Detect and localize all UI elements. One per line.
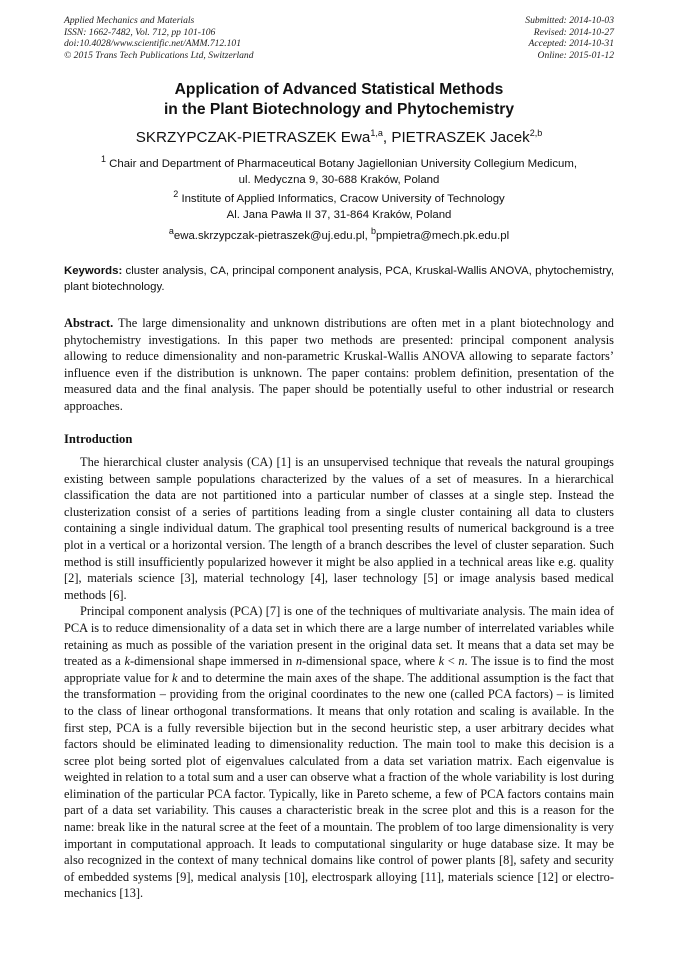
paper-title xyxy=(0,80,678,120)
journal-name: Applied Mechanics and Materials xyxy=(64,15,195,26)
revised-date: Revised: 2014-10-27 xyxy=(533,26,614,38)
author-list xyxy=(0,128,678,147)
author-emails xyxy=(0,228,678,244)
introduction-body xyxy=(64,454,614,902)
affiliation-1-superscript: 1 xyxy=(100,154,106,165)
author-separator: , xyxy=(382,129,392,146)
author-1-name: SKRZYPCZAK-PIETRASZEK Ewa xyxy=(135,129,371,146)
intro-p2-text-c: -dimensional space, where xyxy=(302,654,439,669)
intro-p2-var-k: k xyxy=(124,654,130,669)
abstract-block xyxy=(64,315,614,415)
abstract-label: Abstract. xyxy=(64,316,114,330)
title-line-2: in the Plant Biotechnology and Phytochemistry xyxy=(163,101,515,118)
affiliation-2-superscript: 2 xyxy=(173,189,179,200)
email-a[interactable]: ewa.skrzypczak-pietraszek@uj.edu.pl, xyxy=(173,230,368,242)
affiliation-2-line-2: Al. Jana Pawła II 37, 31-864 Kraków, Poland xyxy=(226,209,452,221)
affiliation-1-line-1: Chair and Department of Pharmaceutical Botany Jagiellonian University Collegium Medicum, xyxy=(109,158,578,170)
abstract-text: The large dimensionality and unknown distributions are often met in a plant biotechnology and phytochemistry investigations. In this paper two methods are presented: principal component analysis allowing to reduce dimensionality and non-parametric Kruskal-Wallis ANOVA allowing to separate factors’ influence even if the distribution is unknown. The paper contains: problem definition, presentation of the measured data and the final analysis. The paper should be potentially useful to other industrial or research approaches. xyxy=(64,316,615,413)
email-a-superscript: a xyxy=(168,226,174,237)
submitted-date: Submitted: 2014-10-03 xyxy=(525,15,614,26)
keywords-block xyxy=(64,263,614,295)
author-2-name: PIETRASZEK Jacek xyxy=(391,129,530,146)
email-b[interactable]: pmpietra@mech.pk.edu.pl xyxy=(375,230,510,242)
doi-line[interactable]: doi:10.4028/www.scientific.net/AMM.712.101 xyxy=(64,38,242,49)
intro-paragraph-1: The hierarchical cluster analysis (CA) [1] is an unsupervised technique that reveals the natural groupings existing between sample populations characterized by the values of a set of measures. In a hierarchical classification the data are not partitioned into a particular number of classes at a single step. Instead the clusterization consist of a series of partitions leading from a single cluster containing all data to clusters containing a single individual datum. The graphical tool presenting results of numerical background is a tree plot in a vertical or a horizontal version. The length of a branch describes the level of cluster separation. Such method is still insufficiently popularized however it might be also applied in a technical areas like e.g. quality [2], materials science [3], material technology [4], laser technology [5] or image analysis based medical methods [6]. xyxy=(64,455,614,602)
copyright-line: © 2015 Trans Tech Publications Ltd, Switzerland xyxy=(64,49,254,61)
online-date: Online: 2015-01-12 xyxy=(537,49,614,61)
intro-p2-var-k: k xyxy=(172,670,178,685)
email-b-superscript: b xyxy=(370,226,376,237)
accepted-date: Accepted: 2014-10-31 xyxy=(528,38,614,49)
intro-p2-var-n: n xyxy=(295,654,303,669)
title-line-1: Application of Advanced Statistical Methods xyxy=(174,81,504,98)
affiliation-2 xyxy=(0,191,678,223)
intro-p2-text-b: -dimensional shape immersed in xyxy=(129,654,296,669)
intro-p2-text-d: . The issue is to find the most appropriate value for xyxy=(64,654,615,685)
affiliation-2-line-1: Institute of Applied Informatics, Cracow University of Technology xyxy=(181,193,505,205)
keywords-label: Keywords: xyxy=(64,265,123,277)
intro-p2-text-a: Principal component analysis (PCA) [7] is one of the techniques of multivariate analysis. The main idea of PCA is to reduce dimensionality of a data set in which there are a large number of interrelated variables while retaining as much as possible of the variation present in the original data set. It means that a data set may be treated as a xyxy=(64,604,614,669)
keywords-text: cluster analysis, CA, principal component analysis, PCA, Kruskal-Wallis ANOVA, phytochemistry, plant biotechnology. xyxy=(64,265,614,293)
intro-p2-var-k: k xyxy=(438,654,445,669)
introduction-heading: Introduction xyxy=(64,432,133,446)
intro-p2-less-than: < xyxy=(444,654,459,669)
dates-info xyxy=(525,15,614,61)
affiliation-1-line-2: ul. Medyczna 9, 30-688 Kraków, Poland xyxy=(238,174,440,186)
intro-p2-text-e: and to determine the main axes of the shape. The additional assumption is the fact that the transformation – providing from the original coordinates to the new one (called PCA factors) – is limited to the class of linear orthogonal transformations. It means that only rotation and scaling is available. In the first step, PCA is a fully reversible bijection but in the second heuristic step, a user arbitrary decides what factors should be eliminated leading to dimensionality reduction. The main tool to make this decision is a scree plot being sorted plot of eigenvalues calculated from a data set variation matrix. Each eigenvalue is weighted in relation to a total sum and a user can observe what a fraction of the whole variability is lost during elimination of the particular PCA factor. Typically, like in Pareto scheme, a few of PCA factors contains main part of a data set variability. This causes a characteristic break in the scree plot and this is a reason for the name: break like in the natural scree at the feet of a mountain. The problem of too large dimensionality is very important in computational approach. It leads to computational singularity or huge database size. It may be also recognized in the context of many technical domains like control of power plants [8], safety and security of embedded systems [9], medical analysis [10], electrospark alloying [11], materials science [12] or electro-mechanics [13]. xyxy=(64,670,614,901)
issn-line: ISSN: 1662-7482, Vol. 712, pp 101-106 xyxy=(64,26,216,38)
author-1-superscript: 1,a xyxy=(370,127,383,138)
journal-info xyxy=(64,15,254,61)
intro-p2-var-n: n xyxy=(458,654,465,669)
intro-paragraph-2 xyxy=(64,603,614,902)
author-2-superscript: 2,b xyxy=(529,127,543,138)
affiliation-1 xyxy=(0,156,678,188)
